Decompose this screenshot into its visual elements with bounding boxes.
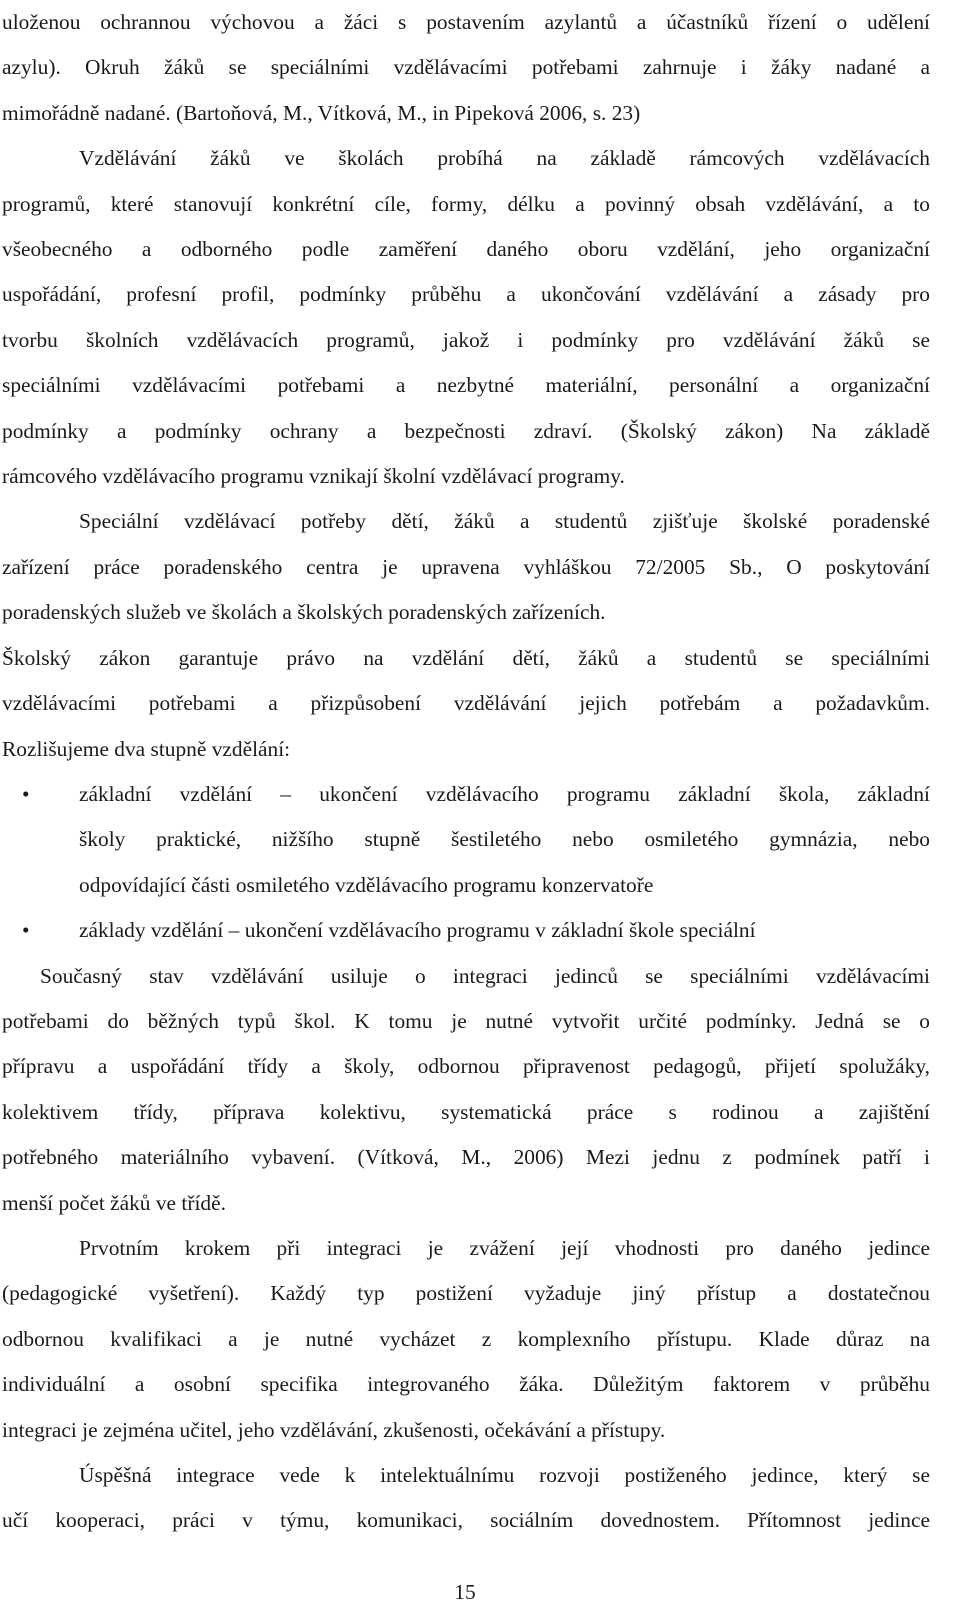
text-line: Prvotním krokem při integraci je zvážení její vhodnosti pro daného jedince bbox=[79, 1235, 930, 1260]
text-line: učí kooperaci, práci v týmu, komunikaci, sociálním dovednostem. Přítomnost jedince bbox=[2, 1508, 930, 1533]
paragraph-4 bbox=[2, 636, 930, 772]
text-line: individuální a osobní specifika integrovaného žáka. Důležitým faktorem v průběhu bbox=[2, 1372, 930, 1397]
text-line: všeobecného a odborného podle zaměření daného oboru vzdělání, jeho organizační bbox=[2, 237, 930, 262]
bullet-icon: • bbox=[22, 918, 30, 943]
text-line: mimořádně nadané. (Bartoňová, M., Vítková, M., in Pipeková 2006, s. 23) bbox=[2, 100, 641, 125]
list-item bbox=[2, 908, 930, 953]
text-line: odbornou kvalifikaci a je nutné vycházet z komplexního přístupu. Klade důraz na bbox=[2, 1326, 930, 1351]
text-line: integraci je zejména učitel, jeho vzdělávání, zkušenosti, očekávání a přístupy. bbox=[2, 1417, 666, 1442]
text-line: tvorbu školních vzdělávacích programů, jakož i podmínky pro vzdělávání žáků se bbox=[2, 327, 930, 352]
text-line: vzdělávacími potřebami a přizpůsobení vzdělávání jejich potřebám a požadavkům. bbox=[2, 691, 930, 716]
paragraph-7 bbox=[2, 1453, 930, 1544]
text-line: Speciální vzdělávací potřeby dětí, žáků a studentů zjišťuje školské poradenské bbox=[79, 509, 930, 534]
text-line: uloženou ochrannou výchovou a žáci s postavením azylantů a účastníků řízení o udělení bbox=[2, 10, 930, 34]
text-line: Vzdělávání žáků ve školách probíhá na základě rámcových vzdělávacích bbox=[79, 146, 930, 171]
text-line: odpovídající části osmiletého vzdělávacího programu konzervatoře bbox=[79, 872, 654, 897]
text-line: rámcového vzdělávacího programu vznikají školní vzdělávací programy. bbox=[2, 464, 625, 489]
text-line: uspořádání, profesní profil, podmínky průběhu a ukončování vzdělávání a zásady pro bbox=[2, 282, 930, 307]
text-line: školy praktické, nižšího stupně šestiletého nebo osmiletého gymnázia, nebo bbox=[79, 827, 930, 852]
text-line: základy vzdělání – ukončení vzdělávacího programu v základní škole speciální bbox=[79, 918, 756, 943]
text-line: přípravu a uspořádání třídy a školy, odbornou připravenost pedagogů, přijetí spolužáky, bbox=[2, 1054, 930, 1079]
bullet-list bbox=[2, 772, 930, 954]
paragraph-3 bbox=[2, 499, 930, 635]
text-line: kolektivem třídy, příprava kolektivu, systematická práce s rodinou a zajištění bbox=[2, 1099, 930, 1124]
paragraph-1 bbox=[2, 0, 930, 136]
text-line: azylu). Okruh žáků se speciálními vzdělávacími potřebami zahrnuje i žáky nadané a bbox=[2, 55, 930, 80]
text-line: poradenských služeb ve školách a školských poradenských zařízeních. bbox=[2, 600, 606, 625]
text-line: podmínky a podmínky ochrany a bezpečnosti zdraví. (Školský zákon) Na základě bbox=[2, 418, 930, 443]
bullet-icon: • bbox=[22, 781, 30, 806]
text-line: Současný stav vzdělávání usiluje o integraci jedinců se speciálními vzdělávacími bbox=[40, 963, 930, 988]
text-line: speciálními vzdělávacími potřebami a nezbytné materiální, personální a organizační bbox=[2, 373, 930, 398]
text-line: Školský zákon garantuje právo na vzdělání dětí, žáků a studentů se speciálními bbox=[2, 645, 930, 670]
text-line: menší počet žáků ve třídě. bbox=[2, 1190, 226, 1215]
text-line: základní vzdělání – ukončení vzdělávacího programu základní škola, základní bbox=[79, 781, 930, 806]
paragraph-2 bbox=[2, 136, 930, 499]
text-line: potřebného materiálního vybavení. (Vítková, M., 2006) Mezi jednu z podmínek patří i bbox=[2, 1145, 930, 1170]
page-number: 15 bbox=[454, 1580, 476, 1604]
paragraph-6 bbox=[2, 1226, 930, 1453]
text-line: potřebami do běžných typů škol. K tomu je nutné vytvořit určité podmínky. Jedná se o bbox=[2, 1008, 930, 1033]
paragraph-5 bbox=[2, 954, 930, 1226]
text-line: programů, které stanovují konkrétní cíle, formy, délku a povinný obsah vzdělávání, a to bbox=[2, 191, 930, 216]
list-item bbox=[2, 772, 930, 908]
text-line: Rozlišujeme dva stupně vzdělání: bbox=[2, 736, 291, 761]
text-line: (pedagogické vyšetření). Každý typ postižení vyžaduje jiný přístup a dostatečnou bbox=[2, 1281, 930, 1306]
text-line: zařízení práce poradenského centra je upravena vyhláškou 72/2005 Sb., O poskytování bbox=[2, 554, 930, 579]
text-line: Úspěšná integrace vede k intelektuálnímu rozvoji postiženého jedince, který se bbox=[79, 1463, 930, 1487]
document-page bbox=[2, 0, 930, 1544]
